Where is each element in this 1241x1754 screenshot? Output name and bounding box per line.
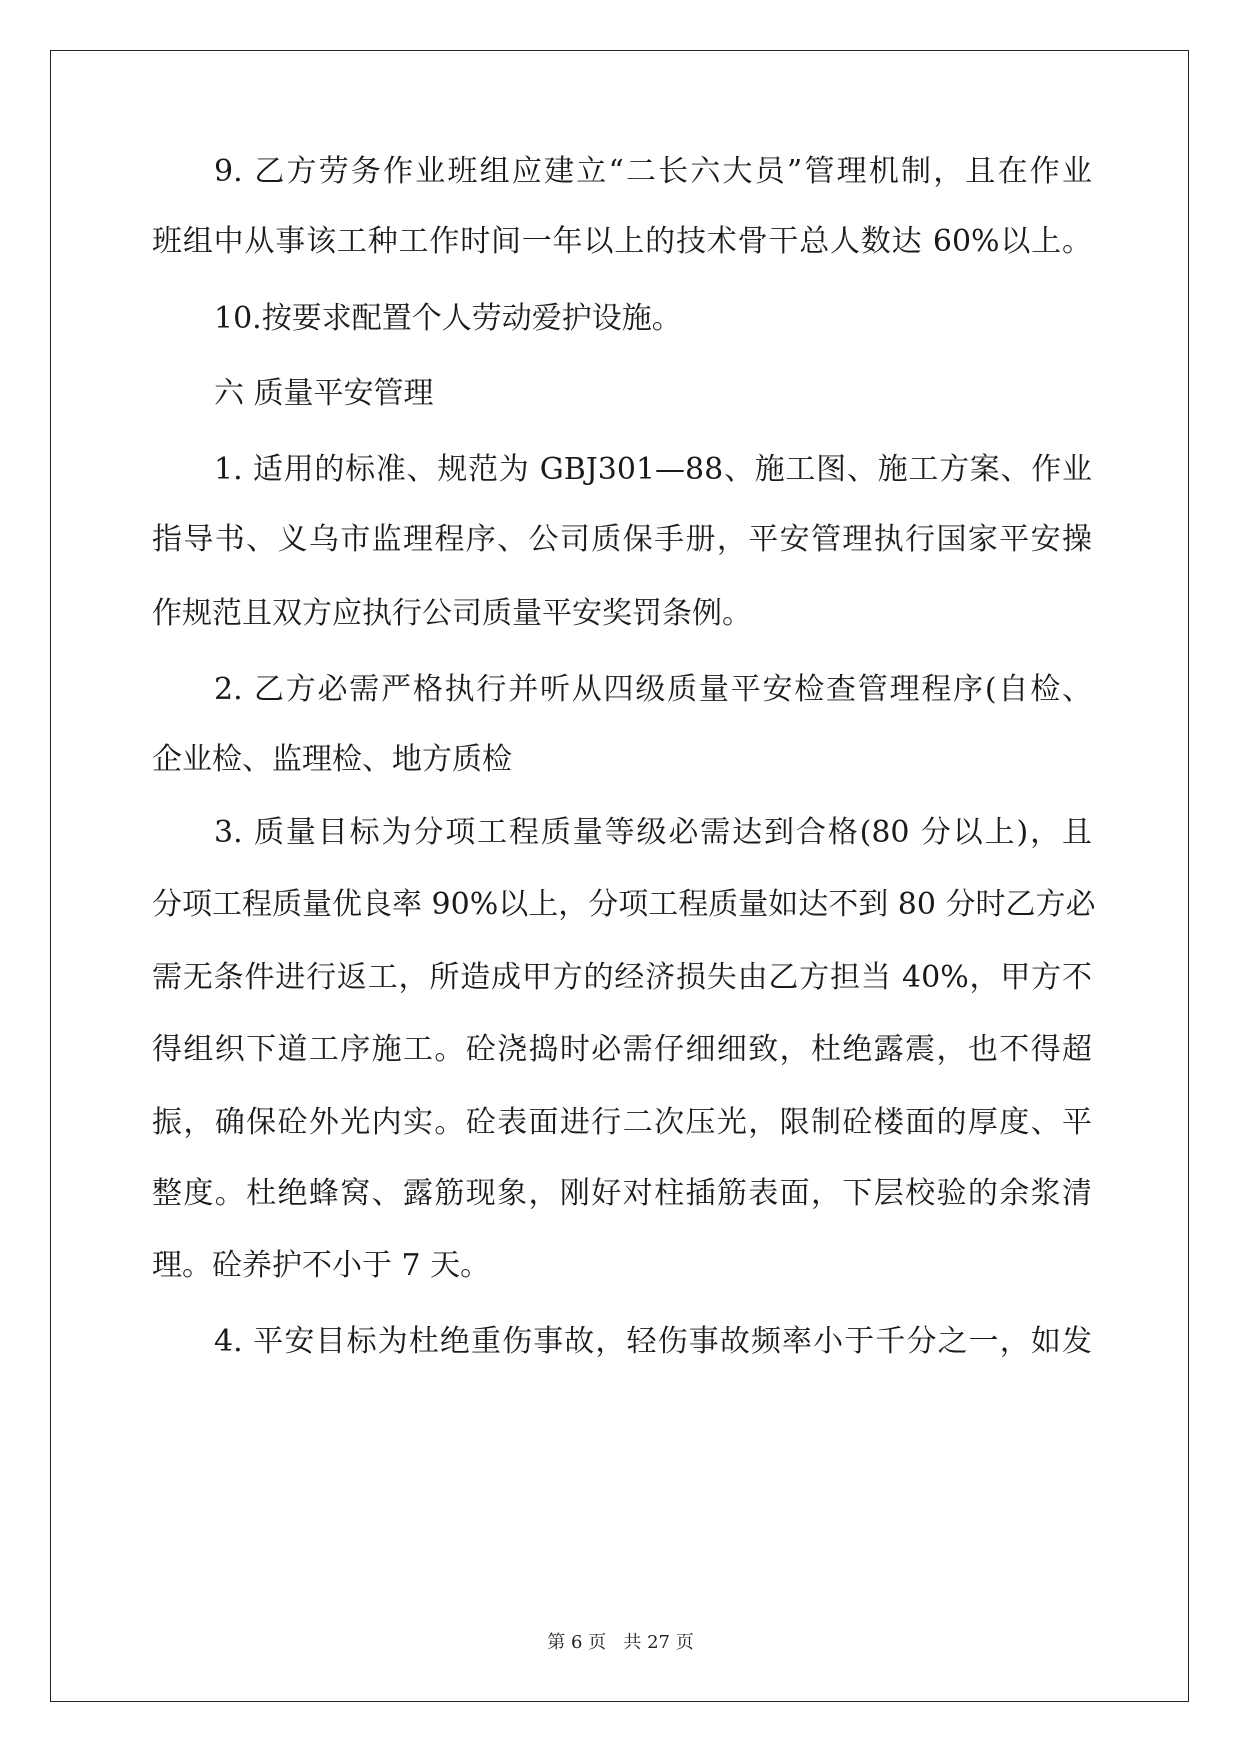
page-border [50,50,1189,1702]
text-line: 振，确保砼外光内实。砼表面进行二次压光，限制砼楼面的厚度、平 [152,1105,1092,1140]
text-line: 指导书、义乌市监理程序、公司质保手册，平安管理执行国家平安操 [152,522,1092,557]
text-line: 2. 乙方必需严格执行并听从四级质量平安检查管理程序(自检、 [214,672,1092,707]
text-line: 分项工程质量优良率 90%以上，分项工程质量如达不到 80 分时乙方必 [152,887,1096,922]
text-line: 得组织下道工序施工。砼浇捣时必需仔细细致，杜绝露震，也不得超 [152,1032,1092,1067]
page-footer: 第 6 页 共 27 页 [547,1632,694,1653]
section-heading: 六 质量平安管理 [214,376,434,411]
text-line: 3. 质量目标为分项工程质量等级必需达到合格(80 分以上)，且 [214,815,1092,850]
text-line: 4. 平安目标为杜绝重伤事故，轻伤事故频率小于千分之一，如发 [214,1324,1092,1359]
text-line: 企业检、监理检、地方质检 [152,742,512,777]
text-line: 整度。杜绝蜂窝、露筋现象，刚好对柱插筋表面，下层校验的余浆清 [152,1176,1092,1211]
text-line: 理。砼养护不小于 7 天。 [152,1248,491,1283]
text-line: 1. 适用的标准、规范为 GBJ301—88、施工图、施工方案、作业 [214,452,1092,487]
text-line: 9. 乙方劳务作业班组应建立“二长六大员”管理机制，且在作业 [214,154,1092,189]
text-line: 需无条件进行返工，所造成甲方的经济损失由乙方担当 40%，甲方不 [152,960,1092,995]
text-line: 10.按要求配置个人劳动爱护设施。 [214,301,682,336]
text-line: 班组中从事该工种工作时间一年以上的技术骨干总人数达 60%以上。 [152,224,1092,259]
text-line: 作规范且双方应执行公司质量平安奖罚条例。 [152,596,752,631]
